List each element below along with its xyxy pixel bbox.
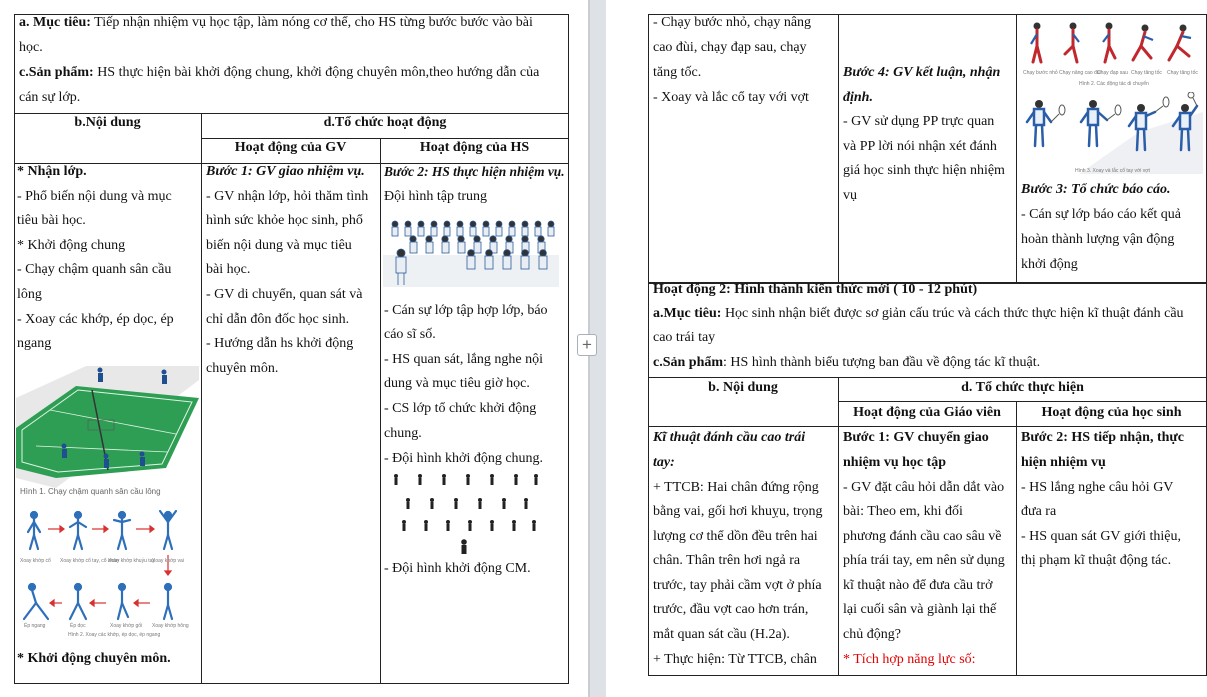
- col2-line: chỉ dẫn đôn đốc học sinh.: [206, 312, 350, 327]
- run-label: Chạy nâng cao đùi: [1059, 70, 1101, 76]
- gv-step1-line: kĩ thuật nào để đưa cầu trở: [843, 578, 993, 593]
- technique-line: lượng cơ thể dồn đều trên hai: [653, 529, 818, 544]
- joint-label: Xoay khớp gối: [110, 623, 143, 629]
- technique-title-2: tay:: [653, 455, 675, 470]
- activity2-objective: [653, 302, 1184, 327]
- table-line: [838, 14, 839, 283]
- header-gv: Hoạt động của GV: [234, 140, 347, 155]
- col3-line: - Cán sự lớp tập hợp lớp, báo: [384, 303, 548, 318]
- activity2-title: Hoạt động 2: Hình thành kiến thức mới ( 10 - 12 phút): [653, 282, 978, 297]
- col3-line: - Đội hình khởi động chung.: [384, 451, 544, 466]
- run-label: Chạy đạp sau: [1097, 70, 1128, 76]
- step4-title-2: định.: [843, 90, 873, 105]
- step3-line: - Cán sự lớp báo cáo kết quả: [1021, 207, 1182, 222]
- technique-line: + TTCB: Hai chân đứng rộng: [653, 480, 819, 495]
- col2-line: - GV di chuyển, quan sát và: [206, 287, 363, 302]
- joint-label: Xoay khớp hông: [152, 623, 189, 629]
- activity2-objective-label: a.Mục tiêu:: [653, 306, 722, 321]
- san-pham-label: c.Sản phẩm:: [19, 65, 94, 80]
- gv-step1-line: lại cuối sân và giành lại thế: [843, 602, 997, 617]
- col2-line: hình sức khỏe học sinh, phổ: [206, 213, 363, 228]
- col3-line: - HS quan sát, lắng nghe nội: [384, 352, 544, 367]
- activity2-product-label: c.Sản phẩm: [653, 355, 724, 370]
- step4-line: vụ: [843, 188, 857, 203]
- col2-line: - GV nhận lớp, hỏi thăm tình: [206, 189, 369, 204]
- gv-step1-line: phía trái tay, em nên sử dụng: [843, 553, 1005, 568]
- col3-line: cáo sĩ số.: [384, 327, 436, 342]
- col2-line: - Hướng dẫn hs khởi động: [206, 336, 354, 351]
- san-pham-text: HS thực hiện bài khởi động chung, khởi động chuyên môn,theo hướng dẫn của: [93, 65, 540, 80]
- col1-line: tiêu bài học.: [17, 213, 86, 228]
- left-page: [0, 0, 588, 697]
- joint-label: Ép dọc: [70, 623, 86, 629]
- col3-line: - Đội hình khởi động CM.: [384, 561, 531, 576]
- racket-rotation-figure: [1019, 92, 1203, 176]
- r-col1-line: - Chạy bước nhỏ, chạy nâng: [653, 15, 812, 30]
- col2-line: chuyên môn.: [206, 361, 279, 376]
- step4-line: và PP lời nói nhận xét đánh: [843, 139, 997, 154]
- gv-step1-line: chủ động?: [843, 627, 901, 642]
- table-line: [201, 113, 202, 684]
- run-label: Chạy tăng tốc: [1167, 70, 1198, 76]
- col1-line: lông: [17, 287, 42, 302]
- header-noi-dung: b.Nội dung: [74, 115, 141, 130]
- gv-step1-line: bài: Theo em, khi đối: [843, 504, 963, 519]
- r-col1-line: - Xoay và lắc cổ tay với vợt: [653, 90, 809, 105]
- technique-title: Kĩ thuật đánh cầu cao trái: [653, 430, 806, 445]
- hs-step2-line: đưa ra: [1021, 504, 1057, 519]
- court-figure-caption: Hình 1. Chạy chậm quanh sân cầu lông: [20, 487, 161, 496]
- col2-line: biến nội dung và mục tiêu: [206, 238, 352, 253]
- gv-step1-line: phương đánh cầu cao sâu về: [843, 529, 1002, 544]
- joint-label: Xoay khớp khuỷu tay: [108, 558, 155, 564]
- joint-label: Xoay khớp cổ tay, cổ chân: [60, 558, 119, 564]
- activity2-objective-2: cao trái tay: [653, 330, 716, 345]
- step3-line: khởi động: [1021, 257, 1078, 272]
- col1-line: * Khởi động chung: [17, 238, 126, 253]
- table-line: [1016, 401, 1017, 676]
- racket-rotation-caption: Hình 3. Xoay và lắc cổ tay với vợt: [1075, 168, 1150, 174]
- step4-title: Bước 4: GV kết luận, nhận: [843, 65, 1001, 80]
- technique-line: + Thực hiện: Từ TTCB, chân: [653, 652, 817, 667]
- running-drills-caption: Hình 2. Các động tác di chuyển: [1079, 81, 1149, 87]
- col3-line: dung và mục tiêu giờ học.: [384, 376, 530, 391]
- technique-line: chân. Thân trên hơi ngả ra: [653, 553, 801, 568]
- technique-line: trước, tay phải cầm vợt ở phía: [653, 578, 822, 593]
- joint-label: Ép ngang: [24, 623, 46, 629]
- joint-rotation-figure: [18, 507, 198, 639]
- right-page: [606, 0, 1207, 697]
- r-header-to-chuc: d. Tổ chức thực hiện: [961, 380, 1084, 395]
- step3-line: hoàn thành lượng vận động: [1021, 232, 1175, 247]
- hs-step2-line: - HS quan sát GV giới thiệu,: [1021, 529, 1181, 544]
- r-col1-line: cao đùi, chạy đạp sau, chạy: [653, 40, 807, 55]
- activity2-product-text: : HS hình thành biểu tượng ban đầu về động tác kĩ thuật.: [723, 355, 1041, 370]
- header-hs: Hoạt động của HS: [419, 140, 530, 155]
- technique-line: bằng vai, gối hơi khuỵu, trọng: [653, 504, 823, 519]
- table-line: [380, 138, 381, 684]
- r-header-gv: Hoạt động của Giáo viên: [853, 405, 1001, 420]
- col1-line: * Nhận lớp.: [17, 164, 87, 179]
- col1-bottom: * Khởi động chuyên môn.: [17, 651, 171, 666]
- step3-title: Bước 3: Tổ chức báo cáo.: [1021, 182, 1171, 197]
- add-button[interactable]: +: [577, 334, 597, 356]
- header-to-chuc: d.Tổ chức hoạt động: [323, 115, 447, 130]
- hs-step2-title: Bước 2: HS tiếp nhận, thực: [1021, 430, 1185, 445]
- r-header-noi-dung: b. Nội dung: [708, 380, 778, 395]
- gv-step1-line: - GV đặt câu hỏi dẫn dắt vào: [843, 480, 1005, 495]
- digital-competence-note: * Tích hợp năng lực số:: [843, 652, 976, 667]
- joint-label: Xoay khớp cổ: [20, 558, 51, 564]
- warmup-formation-figure: [386, 472, 556, 556]
- san-pham-text-2: cán sự lớp.: [19, 90, 81, 105]
- san-pham-line: [19, 61, 539, 86]
- col3-title: Bước 2: HS thực hiện nhiệm vụ.: [384, 164, 565, 179]
- run-label: Chạy bước nhỏ: [1023, 70, 1058, 76]
- col2-line: bài học.: [206, 262, 251, 277]
- running-drills-figure: [1019, 18, 1203, 90]
- court-figure: [16, 358, 199, 498]
- col1-line: ngang: [17, 336, 52, 351]
- activity2-objective-text: Học sinh nhận biết được sơ giản cấu trúc và cách thức thực hiện kĩ thuật đánh cầu: [721, 306, 1184, 321]
- gv-step1-title: Bước 1: GV chuyển giao: [843, 430, 989, 445]
- r-header-hs: Hoạt động của học sinh: [1041, 405, 1182, 420]
- col2-title: Bước 1: GV giao nhiệm vụ.: [206, 164, 365, 179]
- r-col1-line: tăng tốc.: [653, 65, 702, 80]
- step4-line: giá học sinh thực hiện nhiệm: [843, 163, 1005, 178]
- hs-step2-title-2: hiện nhiệm vụ: [1021, 455, 1106, 470]
- col1-line: - Phổ biến nội dung và mục: [17, 189, 172, 204]
- col1-line: - Chạy chậm quanh sân cầu: [17, 262, 172, 277]
- muc-tieu-text-2: học.: [19, 40, 43, 55]
- muc-tieu-text: Tiếp nhận nhiệm vụ học tập, làm nóng cơ thể, cho HS từng bước bước vào bài: [90, 15, 533, 30]
- table-line: [1016, 14, 1017, 283]
- col3-line: chung.: [384, 426, 422, 441]
- activity2-product: [653, 351, 1040, 376]
- gathering-formation-figure: [383, 215, 559, 287]
- col3-line: - CS lớp tổ chức khởi động: [384, 401, 537, 416]
- step4-line: - GV sử dụng PP trực quan: [843, 114, 995, 129]
- muc-tieu-line: [19, 11, 533, 36]
- joint-rotation-caption: Hình 2. Xoay các khớp, ép dọc, ép ngang: [68, 632, 161, 638]
- gv-step1-title-2: nhiệm vụ học tập: [843, 455, 947, 470]
- joint-label: Xoay khớp vai: [152, 558, 184, 564]
- col1-line: - Xoay các khớp, ép dọc, ép: [17, 312, 174, 327]
- technique-line: mắt quan sát cầu (H.2a).: [653, 627, 790, 642]
- col3-line: Đội hình tập trung: [384, 189, 488, 204]
- muc-tieu-label: a. Mục tiêu:: [19, 15, 91, 30]
- run-label: Chạy tăng tốc: [1131, 70, 1162, 76]
- hs-step2-line: thị phạm kĩ thuật động tác.: [1021, 553, 1172, 568]
- technique-line: trước, đầu vợt cao hơn trán,: [653, 602, 809, 617]
- hs-step2-line: - HS lắng nghe câu hỏi GV: [1021, 480, 1174, 495]
